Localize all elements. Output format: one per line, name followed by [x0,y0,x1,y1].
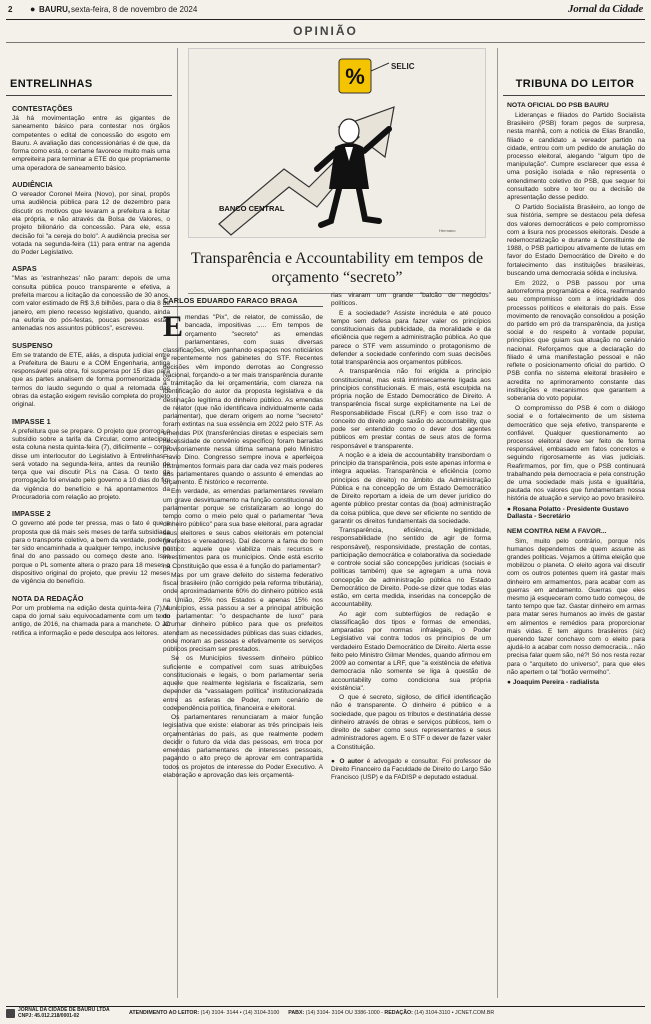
byline-rule [163,306,323,307]
article-headline[interactable]: Transparência e Accountability em tempos de orçamento “secreto” [190,250,484,286]
article-paragraph: O que é secreto, sigiloso, de difícil identificação não é transparente. O dinheiro é público e a sociedade, que pagou os tributos e destinatária desse dinheiro através de obras e serviços públicos, tem o direito de saber como seus representantes e seus administradores agem. E o STF o dever de fazer valer a Constituição. [331,694,491,751]
news-brief [6,594,172,638]
publisher-logo-icon [6,1009,15,1018]
news-brief [6,417,172,503]
news-brief [6,104,172,173]
brief-text: A prefeitura que se prepare. O projeto que prorroga o subsídio sobre a tarifa da Circular, como antecipou esta coluna nesta quinta-feira (7), dificilmente – como disse um interlocutor do Legislativo à Entrelinhas – será votado na segunda-feira, antes da reunião de terça que vai discutir PLs na Casa. O texto da prorrogação foi enviado pelo governo a 10 dias do fim da vigência do benefício e há apontamentos da Procuradoria com relação ao projeto. [12,427,170,501]
article-paragraph: Se os Municípios tivessem dinheiro público suficiente e compatível com suas atribuições constitucionais e legais, o bom parlamentar seria aquele que realmente legislaria e fiscalizaria, sem depender da "vassalagem política" institucionalizada entre as esferas de Poder, num cenário de codependência política, financeira e eleitoral. [163,655,323,712]
article-paragraph: Mas por um grave defeito do sistema federativo fiscal brasileiro (não corrigido pela reforma tributária), onde aproximadamente 60% do dinheiro público está na União, 25% nos Estados e apenas 15% nos Municípios, essa passou a ser a principal atribuição do parlamentar: "o despachante de luxo" para arrumar dinheiro público para que os prefeitos atendam as necessidades públicas das suas cidades, onde moram as pessoas e efetivamente os serviços públicos precisam ser prestados. [163,571,323,653]
column-divider [497,48,498,998]
article-paragraph: A transparência não foi erigida a princípio constitucional, mas está intrinsecamente ligada aos princípios constitucionais. E mais, está esculpida na própria noção de Estado Democrático de Direito. A transparência fiscal surge explicitamente na Lei de Responsabilidade Fiscal (LRF) e com isso traz o conceito do direito anglo saxão do accountability, que pode ser entendido como o dever dos agentes públicos em prestar contas de seus atos de forma responsável e transparente. [331,368,491,450]
letter-paragraph: Em 2022, o PSB passou por uma autorreforma programática e ética, reafirmando seu compromisso com a integridade dos processos políticos e eleitorais do país. Esse movimento de renovação consolidou a posição do partido em pró da transparência, da justiça social e do respeito à vontade popular, princípios que guiam sua atuação no cenário nacional. Reforçamos que a declaração do filiado é uma manifestação pessoal e não reflete o posicionamento oficial do partido. O PSB confia no sistema eleitoral brasileiro e acredita no aprimoramento constante das instituições e mecanismos que garantem a soberania do voto popular. [507,280,645,402]
author-note-text: é advogado e consultor. Foi professor de Direito Financeiro da Faculdade de Direito do Largo São Francisco (USP) e da FADISP e deputado estadual. [331,757,491,781]
brief-heading: SUSPENSO [12,340,53,350]
entrelinhas-column [6,76,172,645]
section-title: OPINIÃO [293,24,358,38]
brief-heading: CONTESTAÇÕES [12,104,73,113]
brief-heading: ASPAS [12,264,37,274]
brief-text: "Mas as 'estranhezas' não param: depois de uma consulta pública pouco transparente e efetiva, a prefeita marcou a licitação da concessão de 30 anos, com valor estimado de R$ 3,6 bilhões, para o dia 8 de janeiro, em pleno recesso legislativo, quando, ainda na euforia do pós-festas, poucas pessoas estão antenadas nos assuntos públicos", escreveu. [12,275,170,333]
author-note-label: O autor [339,757,364,765]
cartoon-caption: BANCO CENTRAL [219,204,285,213]
letter-heading: NEM CONTRA NEM A FAVOR... [507,527,607,535]
letter-signature: ● Rosana Polatto - Presidente Gustavo Dallasta - Secretário [507,505,629,520]
page-number: 2 [8,5,13,14]
editorial-cartoon[interactable] [188,48,486,238]
article-column-2 [331,292,491,782]
news-brief [6,341,172,410]
letter-paragraph: Sim, muito pelo contrário, porque nós humanos dependemos de quem assume as grandes políticas. Vejamos a última eleição que mobilizou o planeta. O eleito agora vai discutir com os outros potentes quem irá gastar mais dinheiro em armamentos, para acabar com as guerras em andamento. Guerras que eles mesmo já esqueceram como tudo começou, de tanto tempo que faz. Gastar dinheiro em armas para matar seres humanos ao invés de gastar em alimentos e remédios para proporcionar mais vidas. E tem alguns brasileiros (sic) querendo fazer conchavo com o eleito para ajudá-lo a acabar com nosso democracia... não precisa falar quem são, né?! Só nos resta rezar para o "arquiteto do universo", para que eles não apertem o tal "botão vermelho". [507,537,645,676]
article-paragraph: Transparência, eficiência, legitimidade, responsabilidade (no sentido de agir de forma responsável), responsividade, prestação de contas, participação democrática e colaborativa da sociedade e controle social são concepções jurídicas (sociais e políticas também) que se agregam a uma nova concepção de administração pública no Estado Democrático de Direito. Pode-se dizer que todas elas estão, em certa medida, inseridas na concepção de accountability. [331,527,491,609]
cartoon-tag-label: SELIC [391,62,415,71]
letter-heading: NOTA OFICIAL DO PSB BAURU [507,102,609,109]
brief-heading: IMPASSE 1 [12,416,51,426]
percent-tag-icon [339,59,371,93]
brief-text: O governo até pode ter pressa, mas o fato é que a proposta que dá mais seis meses de tarifa subsidiada para o transporte coletivo, a bem da verdade, poderia ter sido encaminhada a qualquer tempo, inclusive no final do ano passado ou começo deste ano. Isso porque o PL somente altera o prazo para 18 meses o dispositivo original do projeto, que previu 12 meses de vigência do benefício. [12,520,170,586]
letter-paragraph: O compromisso do PSB é com o diálogo social e o fortalecimento de um sistema democrático que seja efetivo, transparente e confiável. Qualquer questionamento ao processo eleitoral deve ser feito de forma responsável, embasado em fatos concretos e seguindo rigorosamente as vias judiciais. Reafirmamos, por fim, que o PSB continuará trabalhando pela democracia e pela construção de uma sociedade mais justa e igualitária, pautada nos valores que fundamentam nossa história de atuação e serviço ao povo brasileiro. [507,405,645,503]
brief-heading: IMPASSE 2 [12,509,51,519]
author-note: ● O autor é advogado e consultor. Foi professor de Direito Financeiro da Faculdade de Direito do Largo São Francisco (USP) e da FADISP e deputado estadual. [331,757,491,781]
drop-cap: E [163,310,184,343]
issue-date: sexta-feira, 8 de novembro de 2024 [71,5,198,14]
brief-text: Em se tratando de ETE, aliás, a disputa judicial entre a Prefeitura de Bauru e a COM Engenharia, antiga responsável pela obra, foi suspensa por 15 dias para que as partes analisem de forma pormenorizada os termos do laudo segundo o qual a retomada das obras da estação exigem revisão completa do projeto original. [12,351,170,409]
section-rule [6,42,645,43]
contact-line: ATENDIMENTO AO LEITOR: (14) 3104- 3144 • (14) 3104-3100 PABX: (14) 3104- 3104 OU 3386-1000 - REDAÇÃO: (14) 3104-3110 • JCNET.COM.BR [129,1010,495,1016]
header-rule [6,19,645,20]
article-column-1 [163,310,323,781]
page-header [8,3,643,17]
tribuna-column [503,76,645,694]
page-footer [6,1006,645,1019]
article-paragraph: Os parlamentares renunciaram a maior função legislativa que existe: elaborar as três principais leis orçamentárias do país, as que realmente podem decidir o futuro da vida das pessoas, em troca por emendas parlamentares de interesses pessoais, pagando o alto preço de aprovar em contrapartida todos os projetos de interesse do Poder Executivo. A elaboração e aprovação das leis orçamentá- [163,714,323,779]
article-paragraph: rias viraram um grande "balcão de negócios" políticos. [331,292,491,308]
news-brief [6,180,172,257]
cartoonist-signature: Hermano [439,228,456,233]
article-paragraph: Ao agir com subterfúgios de redação e classificação dos tipos e formas de emendas, amparadas por normas infralegais, o Poder Legislativo vai contra todos os princípios de um verdadeiro Estado Democrático de Direito. Alerta esse feito pelo Ministro Gilmar Mendes, quando afirmou em 2009 ao comentar a LRF, que "a existência de efetiva democracia não somente se liga à questão de accountability como condiciona sua própria existência". [331,610,491,692]
column-title: ENTRELINHAS [6,76,172,96]
letter-paragraph: Lideranças e filiados do Partido Socialista Brasileiro (PSB) foram pegos de surpresa, nesta manhã, com a notícia de Elias Brandão, filiado e candidato a vereador partido na cidade, entrou com um pedido de anulação do processo eleitoral, alegando "algum tipo de manipulação". Cumpre esclarecer que essa é uma posição isolada e não representa o entendimento coletivo do PSB, que sequer foi consultado sobre o teor ou a decisão de apresentação desse pedido. [507,112,645,202]
news-brief [6,509,172,586]
brief-text: O vereador Coronel Meira (Novo), por sinal, propôs uma audiência pública para 12 de dezembro para discutir os motivos que levaram a prefeitura a licitar ela própria, e não através da Bolsa de Valores, o projeto bilionário da concessão. Para ele, essa decisão foi "a cereja do bolo". A audiência precisa ser votada na segunda-feira (11) para entrar na agenda do Poder Legislativo. [12,191,170,257]
brief-text: Por um problema na edição desta quinta-feira (7), a capa do jornal saiu equivocadamente com um texto antigo, de 2016, na chamada para a manchete. O JC retifica a informação e pede desculpa aos leitores. [12,604,170,637]
article-paragraph: E a sociedade? Assiste incrédula e até pouco tempo sem defesa para fazer valer os princípios constitucionais da publicidade, da moralidade e da eficiência que regem a administração pública. Ao que parece o STF vem assumindo o protagonismo de defender a sociedade conferindo com suas decisões total transparência aos orçamentos públicos. [331,309,491,366]
brief-text: Já há movimentação entre as gigantes de saneamento básico para contestar nos órgãos competentes o edital de concessão do esgoto em Bauru. A avaliação das concessionárias é de que, da forma como está, o certame favorece muito mais uma empreiteira para terminar a ETE do que propriamente uma operadora de saneamento básico. [12,115,170,172]
column-title: TRIBUNA DO LEITOR [503,76,645,96]
bullet-icon: ● [30,4,36,14]
cartoon-illustration [189,49,486,238]
letter-paragraph: O Partido Socialista Brasileiro, ao longo de sua história, sempre se destacou pela defesa dos valores democráticos e pelo compromisso com a lisura nos processos eleitorais. Desde a redemocratização e durante a Constituinte de 1988, o PSB participou ativamente de lutas em favor do Estado Democrático de Direito e do fortalecimento das instituições brasileiras, buscando uma democracia sólida e inclusiva. [507,204,645,277]
brief-heading: NOTA DA REDAÇÃO [12,593,84,603]
article-paragraph: Em verdade, as emendas parlamentares revelam um grave desvirtuamento na função constitucional do parlamentar porque se cristalizaram ao longo do tempo como o meio pelo qual o parlamentar "leva dinheiro público" para sua base eleitoral, para agradar seus eleitores e seus cabos eleitorais em potencial (prefeitos e vereadores). Daí decorre a fama do bom político: aquele que viabiliza mais recursos e investimentos para os municípios. Onde está escrito na Constituição que essa é a função do parlamentar? [163,488,323,570]
article-paragraph: A noção e a ideia de accountability transbordam o princípio da transparência, pois este apenas informa e integra aquelas. Transparência e eficiência (como princípios de direito) no âmbito da Administração Pública e na concepção de um Estado Democrático de Direito reportam a ideia de um dever jurídico do agente público prestar contas da (boa) administração da coisa pública, que deve ser eficiente no sentido de garantir os direitos fundamentais da sociedade. [331,451,491,525]
publisher-info: JORNAL DA CIDADE DE BAURU LTDA CNPJ: 45.012.218/0001-02 [18,1007,110,1019]
letter-signature: ● Joaquim Pereira - radialista [507,679,599,686]
masthead-logo[interactable]: Jornal da Cidade [567,3,643,15]
news-brief [6,264,172,333]
arrow-shape [219,107,394,235]
city-label: BAURU, [39,5,71,14]
article-byline: CARLOS EDUARDO FARACO BRAGA [163,296,298,305]
brief-heading: AUDIÊNCIA [12,180,53,190]
svg-text:%: % [345,64,365,89]
article-paragraph: Emendas "Pix", de relator, de comissão, de bancada, impositivas ..... Em tempos de orçamento "secreto" as emendas parlamentares, com suas diversas classificações, vêm ganhando espaços nos noticiários e recentemente nos gabinetes do STF. Recentes decisões vêm impondo derrotas ao Congresso Nacional, forçando-o a ter mais transparência durante a tramitação da lei orçamentária, com clareza na identificação do autor da proposta legislativa e da destinação legítima do dinheiro público. As emendas de relator (que não identificava individualmente cada parlamentar), que deram origem ao nome "secreto" foram extintas na sua essência em 2022 pelo STF. As emendas PIX (transferências diretas e especiais sem necessidade de convênio específico) foram barradas provisoriamente nessa última semana pelo Ministro Flavio Dino. Congresso sempre inova e aperfeiçoa instrumentos formais para dar cada vez mais poderes aos parlamentares quando o assunto é emendas ao orçamento. É histórico e recorrente. [163,310,323,486]
